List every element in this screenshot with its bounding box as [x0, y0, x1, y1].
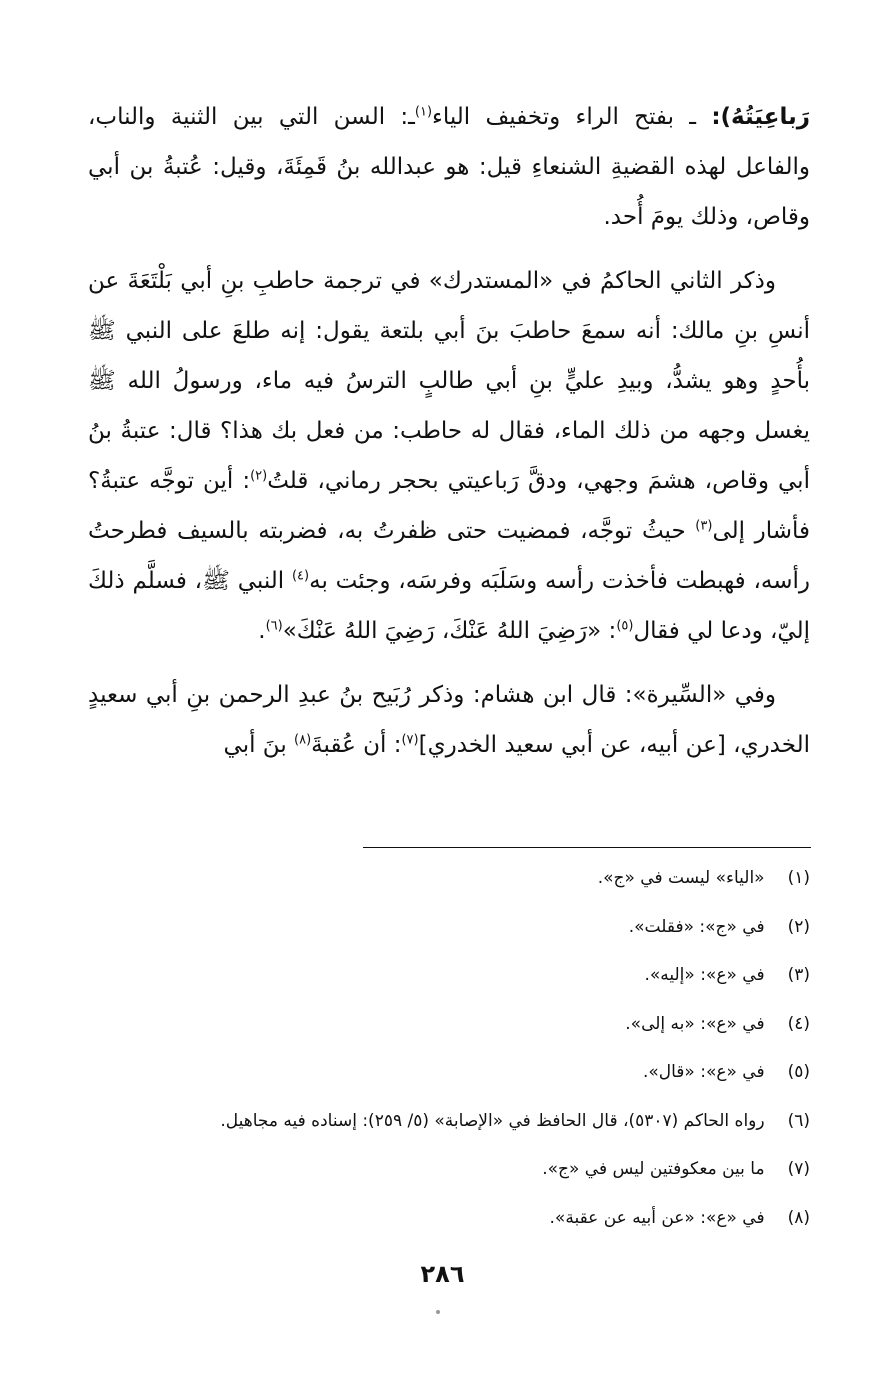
- footnote: [60, 963, 810, 988]
- footnote-number: (٥): [787, 1062, 810, 1082]
- footnote-ref-8[interactable]: (٨): [294, 732, 312, 748]
- footnote-ref-3[interactable]: (٣): [695, 518, 713, 534]
- footnote-separator: [363, 847, 811, 848]
- footnote: [60, 1109, 810, 1134]
- footnote-number: (٢): [787, 916, 810, 937]
- footnote-number: (٣): [787, 965, 810, 985]
- footnote-number: (٦): [787, 1110, 810, 1131]
- footnote-text: رواه الحاكم (٥٣٠٧)، قال الحافظ في «الإصابة» (٥/ ٢٥٩): إسناده فيه مجاهيل.: [220, 1110, 765, 1131]
- footnote-ref-7[interactable]: (٧): [401, 732, 419, 748]
- text-run: : أين توجَّه عتبةُ؟ فأشار إلى: [88, 468, 810, 544]
- footnote: [60, 915, 810, 940]
- text-run: وفي «السِّيرة»: قال ابن هشام: وذكر رُبَيح بنُ عبدِ الرحمن بنِ أبي سعيدٍ الخدري، [عن أبيه، عن أبي سعيد الخدري]: [88, 682, 810, 758]
- footnote-text: ما بين معكوفتين ليس في «ج».: [542, 1159, 765, 1179]
- text-run: وذكر الثاني الحاكمُ في «المستدرك» في ترجمة حاطبِ بنِ أبي بَلْتَعَةَ عن أنسِ بنِ مالك: أنه سمعَ حاطبَ بنَ أبي بلتعة يقول: إنه طلعَ على النبي ﷺ بأُحدٍ وهو يشدُّ، وبيدِ عليٍّ بنِ أبي طالبٍ الترسُ فيه ماء، ورسولُ الله ﷺ يغسل وجهه من ذلك الماء، فقال له حاطب: من فعل بك هذا؟ قال: عتبةُ بنُ أبي وقاص، هشمَ وجهي، ودقَّ رَباعيتي بحجر رماني، قلتُ: [88, 268, 810, 494]
- footnote-text: في «ع»: «به إلى».: [625, 1013, 765, 1034]
- paragraph-3: [88, 670, 810, 770]
- footnote-ref-4[interactable]: (٤): [291, 568, 310, 584]
- footnote: [60, 866, 810, 891]
- footnote-number: (٧): [787, 1159, 810, 1179]
- text-run: حيثُ توجَّه، فمضيت حتى ظفرتُ به، فضربته بالسيف فطرحتُ رأسه، فهبطت فأخذت رأسه وسَلَبَه وفرسَه، وجئت به: [88, 518, 810, 594]
- footnote-text: في «ج»: «فقلت».: [628, 916, 765, 937]
- text-run: ـ بفتح الراء وتخفيف الياء: [432, 104, 697, 130]
- footnote-ref-1[interactable]: (١): [414, 104, 433, 120]
- paragraph-2: [88, 256, 810, 656]
- paragraph-1: [88, 92, 810, 242]
- text-run: بنَ أبي: [223, 732, 295, 758]
- footnote-text: في «ع»: «عن أبيه عن عقبة».: [549, 1207, 765, 1228]
- footnote-ref-6[interactable]: (٦): [265, 618, 283, 634]
- footnote-text: «الياء» ليست في «ج».: [597, 868, 765, 888]
- footnote-text: في «ع»: «قال».: [642, 1062, 765, 1082]
- scan-speck: [436, 1310, 440, 1314]
- footnote-number: (٤): [787, 1013, 810, 1034]
- footnote-number: (٨): [787, 1207, 810, 1228]
- footnote: [60, 1157, 810, 1182]
- footnote: [60, 1060, 810, 1085]
- footnote: [60, 1012, 810, 1037]
- footnote-ref-5[interactable]: (٥): [616, 618, 634, 634]
- footnote-ref-2[interactable]: (٢): [250, 468, 268, 484]
- footnote-number: (١): [787, 868, 810, 888]
- footnote: [60, 1206, 810, 1231]
- text-run: : أن عُقبةَ: [311, 732, 402, 758]
- text-run: : «رَضِيَ اللهُ عَنْكَ، رَضِيَ اللهُ عَنْكَ»: [282, 618, 617, 644]
- page-number: ٢٨٦: [420, 1260, 465, 1288]
- text-run: النبي ﷺ، فسلَّم ذلكَ إليّ، ودعا لي فقال: [88, 568, 810, 644]
- footnote-text: في «ع»: «إليه».: [644, 965, 765, 985]
- headword: رَباعِيَتُهُ):: [711, 104, 811, 130]
- main-text: [88, 92, 810, 770]
- text-run: .: [258, 618, 266, 644]
- text-run: ـ: السن التي بين الثنية والناب، والفاعل لهذه القضيةِ الشنعاءِ قيل: هو عبدالله بنُ قَمِئَةَ، وقيل: عُتبةُ بن أبي وقاص، وذلك يومَ أُحد.: [88, 104, 810, 230]
- footnotes: [60, 866, 810, 1254]
